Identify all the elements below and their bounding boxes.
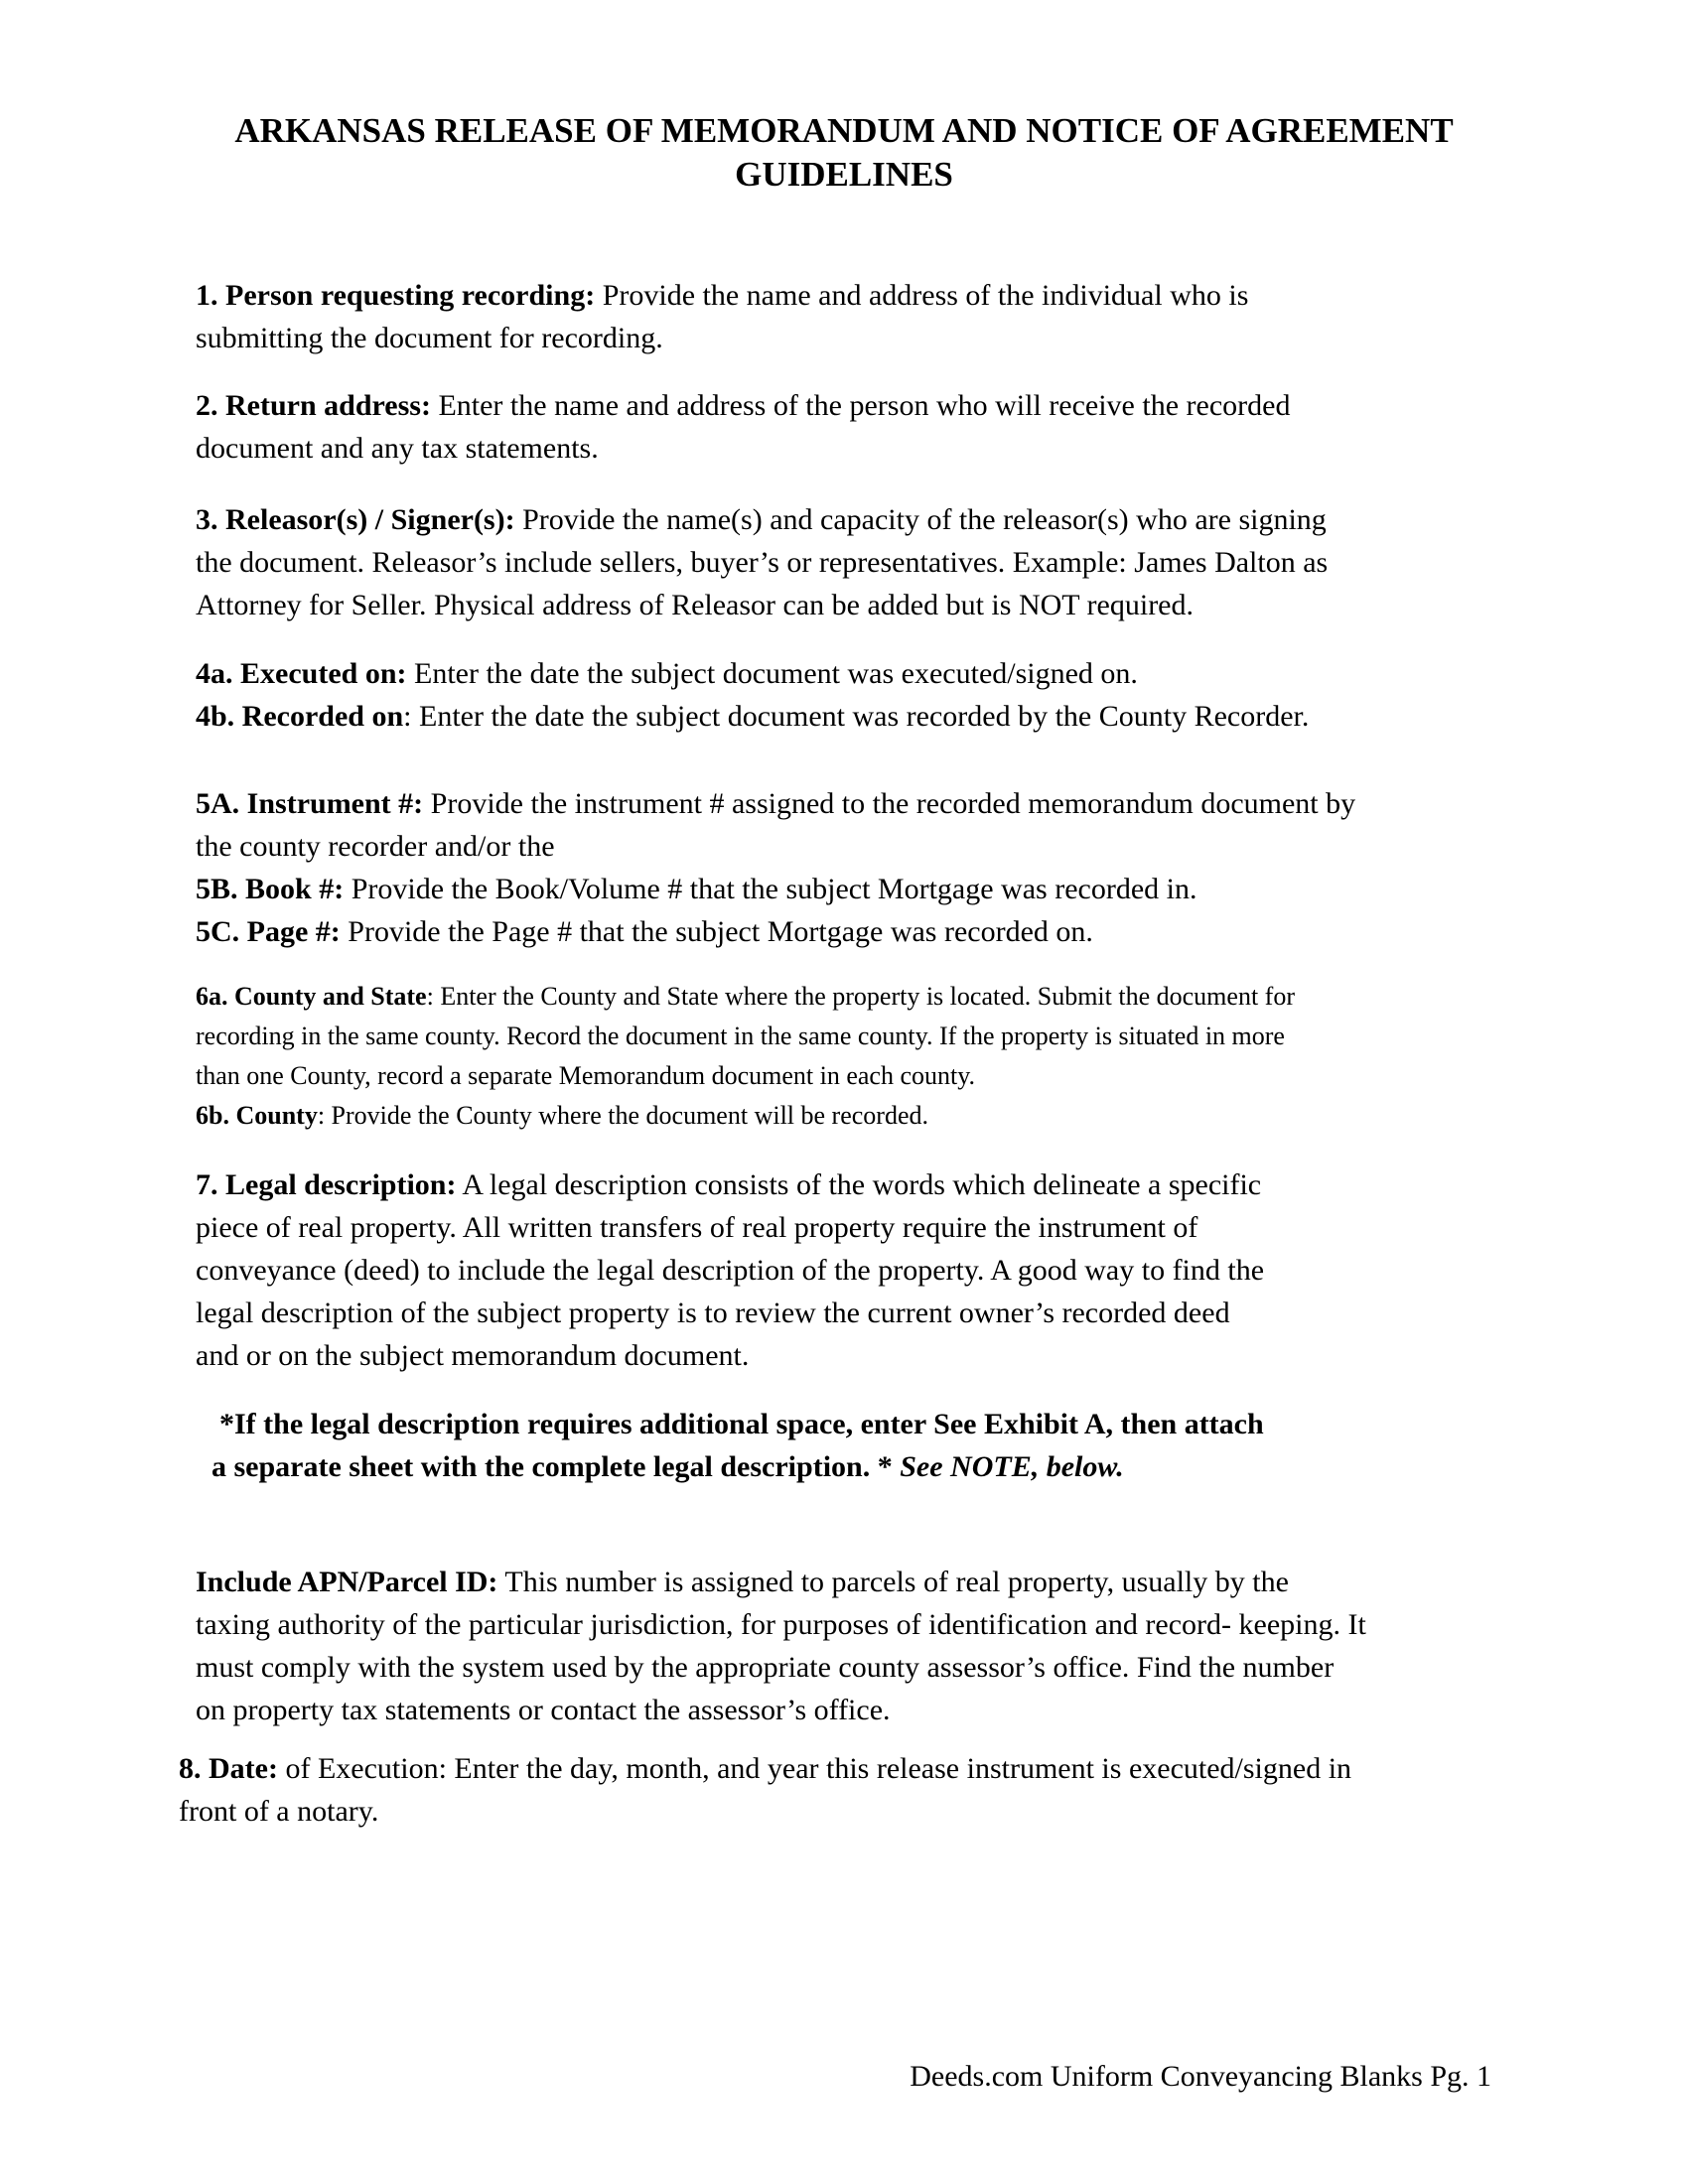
item-text: Provide the Page # that the subject Mortgage was recorded on. — [340, 915, 1093, 948]
item-text: Provide the instrument # assigned to the recorded memorandum document by — [423, 787, 1356, 820]
item-legal-description — [196, 1163, 1264, 1377]
item-label: 7. Legal description: — [196, 1168, 457, 1201]
item-label: 5C. Page #: — [196, 915, 341, 948]
title-line-2: GUIDELINES — [735, 155, 953, 194]
item-text: A legal description consists of the words which delineate a specific — [456, 1168, 1262, 1201]
item-text: legal description of the subject property is to review the current owner’s recorded deed — [196, 1297, 1230, 1329]
item-label: 3. Releasor(s) / Signer(s): — [196, 503, 515, 536]
item-text: Attorney for Seller. Physical address of Releasor can be added but is NOT required. — [196, 589, 1194, 621]
item-text: and or on the subject memorandum document. — [196, 1339, 750, 1372]
item-text: recording in the same county. Record the document in the same county. If the property is situated in more — [196, 1022, 1285, 1050]
page-footer: Deeds.com Uniform Conveyancing Blanks Pg. 1 — [910, 2060, 1491, 2093]
item-label: 6b. County — [196, 1101, 318, 1130]
note-see-below: See NOTE, below. — [900, 1450, 1124, 1483]
item-person-requesting — [196, 274, 1248, 359]
item-text: : Enter the County and State where the property is located. Submit the document for — [426, 982, 1295, 1011]
item-text: piece of real property. All written transfers of real property require the instrument of — [196, 1211, 1198, 1244]
item-instrument-book-page — [196, 782, 1355, 953]
item-executed-recorded — [196, 652, 1309, 738]
item-text: than one County, record a separate Memorandum document in each county. — [196, 1061, 976, 1090]
item-county-state — [196, 977, 1295, 1136]
item-text: Enter the name and address of the person who will receive the recorded — [430, 389, 1291, 422]
item-label: Include APN/Parcel ID: — [196, 1566, 498, 1598]
item-label: 4b. Recorded on — [196, 700, 404, 733]
item-text: : Provide the County where the document will be recorded. — [317, 1101, 928, 1130]
item-text: on property tax statements or contact the assessor’s office. — [196, 1694, 891, 1726]
item-label: 5B. Book #: — [196, 873, 345, 905]
item-label: 2. Return address: — [196, 389, 431, 422]
item-label: 1. Person requesting recording: — [196, 279, 596, 312]
item-text: must comply with the system used by the appropriate county assessor’s office. Find the number — [196, 1651, 1335, 1684]
item-text: Provide the name and address of the individual who is — [595, 279, 1249, 312]
note-line-1: *If the legal description requires additional space, enter See Exhibit A, then attach — [219, 1408, 1264, 1440]
title-line-1: ARKANSAS RELEASE OF MEMORANDUM AND NOTICE OF AGREEMENT — [234, 111, 1454, 150]
item-text: Provide the name(s) and capacity of the releasor(s) who are signing — [514, 503, 1327, 536]
item-label: 4a. Executed on: — [196, 657, 407, 690]
item-text: front of a notary. — [179, 1795, 379, 1828]
item-text: document and any tax statements. — [196, 432, 599, 465]
item-releasor — [196, 498, 1328, 626]
item-text: This number is assigned to parcels of real property, usually by the — [497, 1566, 1289, 1598]
legal-description-note — [211, 1403, 1264, 1488]
item-text: of Execution: Enter the day, month, and year this release instrument is executed/signed in — [277, 1752, 1352, 1785]
item-text: the document. Releasor’s include sellers, buyer’s or representatives. Example: James Dalton as — [196, 546, 1329, 579]
item-text: : Enter the date the subject document was recorded by the County Recorder. — [403, 700, 1310, 733]
note-line-2: a separate sheet with the complete legal description. * — [211, 1450, 901, 1483]
item-text: submitting the document for recording. — [196, 322, 663, 354]
item-text: Enter the date the subject document was executed/signed on. — [406, 657, 1138, 690]
item-apn-parcel-id — [196, 1561, 1366, 1731]
item-text: Provide the Book/Volume # that the subject Mortgage was recorded in. — [344, 873, 1197, 905]
item-return-address — [196, 384, 1290, 470]
item-text: conveyance (deed) to include the legal description of the property. A good way to find the — [196, 1254, 1265, 1287]
item-date — [179, 1747, 1351, 1833]
item-label: 6a. County and State — [196, 982, 427, 1011]
document-title — [99, 109, 1589, 197]
item-label: 8. Date: — [179, 1752, 278, 1785]
item-label: 5A. Instrument #: — [196, 787, 424, 820]
item-text: the county recorder and/or the — [196, 830, 555, 863]
item-text: taxing authority of the particular jurisdiction, for purposes of identification and record- keeping. It — [196, 1608, 1366, 1641]
